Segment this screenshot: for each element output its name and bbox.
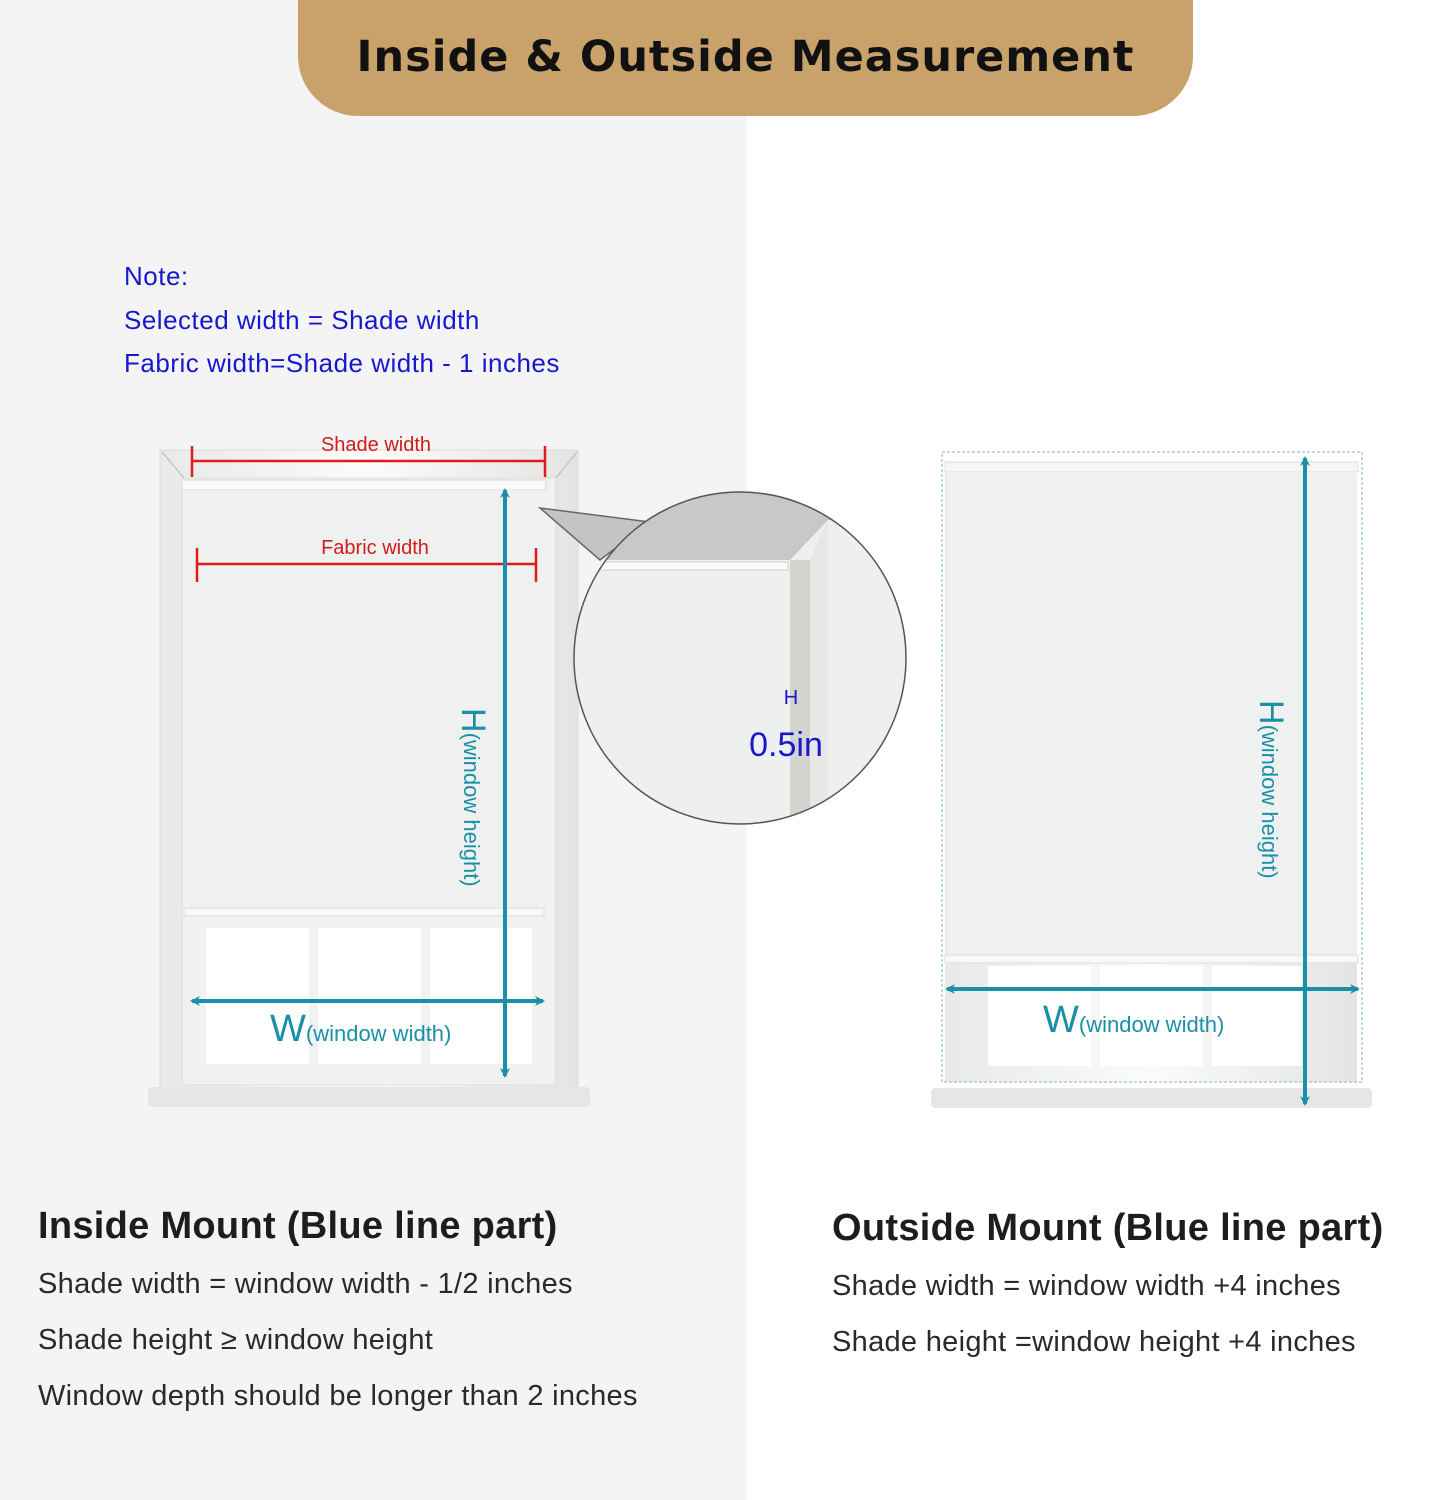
note-line: Fabric width=Shade width - 1 inches (124, 348, 560, 378)
inside-mount-line: Window depth should be longer than 2 inches (38, 1380, 638, 1412)
outside-mount-line: Shade width = window width +4 inches (832, 1270, 1341, 1302)
fabric-width-label: Fabric width (321, 537, 429, 559)
note-label: Note: (124, 261, 189, 291)
inside-mount-title: Inside Mount (Blue line part) (38, 1205, 558, 1247)
width-label: (window width) (305, 1021, 452, 1046)
height-label: (window height) (459, 732, 484, 887)
inside-mount-line: Shade width = window width - 1/2 inches (38, 1268, 573, 1300)
outside-mount-line: Shade height =window height +4 inches (832, 1326, 1356, 1358)
height-letter: H (1252, 700, 1290, 725)
inside-mount-line: Shade height ≥ window height (38, 1324, 434, 1356)
inside-mount-caption (38, 1205, 638, 1424)
outside-mount-caption (832, 1207, 1384, 1370)
shade-width-label: Shade width (320, 434, 432, 456)
page-title: Inside & Outside Measurement (356, 32, 1135, 82)
width-label: (window width) (1078, 1012, 1225, 1037)
height-letter: H (454, 708, 492, 733)
note-line: Selected width = Shade width (124, 304, 480, 335)
gap-marker: H (783, 687, 799, 709)
magnifier-callout (540, 480, 920, 840)
width-letter: W (1043, 999, 1079, 1041)
outside-mount-title: Outside Mount (Blue line part) (832, 1207, 1384, 1249)
gap-label: 0.5in (749, 726, 823, 764)
height-label: (window height) (1257, 724, 1282, 879)
width-letter: W (270, 1008, 306, 1050)
